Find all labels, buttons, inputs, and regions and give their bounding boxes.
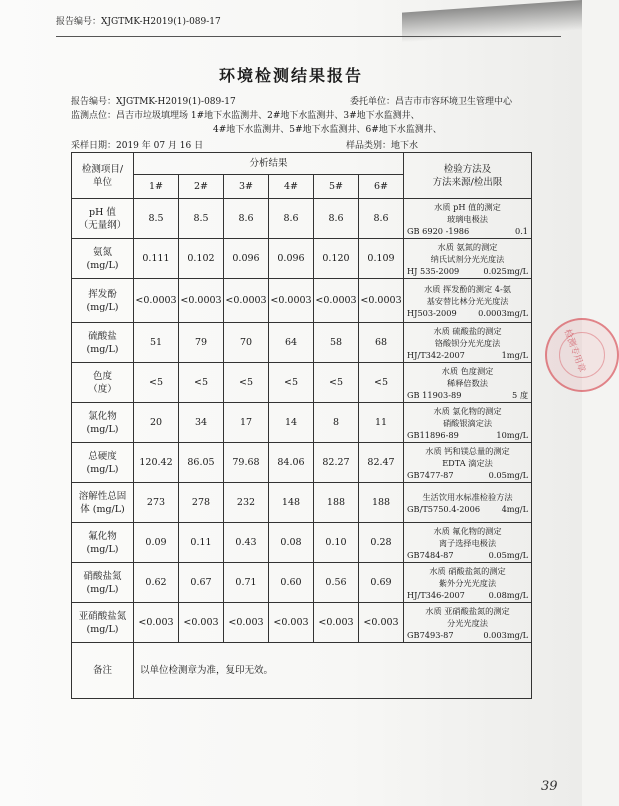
result-value: <5	[269, 363, 314, 403]
result-value: 0.09	[134, 523, 179, 563]
header-method: 检验方法及 方法来源/检出限	[404, 153, 532, 199]
method-cell: 水质 硝酸盐氮的测定 紫外分光光度法 HJ/T346-2007 0.08mg/L	[404, 563, 532, 603]
sample-date: 采样日期：2019 年 07 月 16 日	[71, 141, 204, 151]
method-standard: GB11896-89	[407, 429, 459, 440]
result-value: <0.0003	[134, 279, 179, 323]
method-cell: 水质 亚硝酸盐氮的测定 分光光度法 GB7493-87 0.003mg/L	[404, 603, 532, 643]
result-value: 79.68	[224, 443, 269, 483]
item-name: 色度 （度）	[72, 363, 134, 403]
result-value: 82.27	[314, 443, 359, 483]
well-header: 6#	[359, 175, 404, 199]
well-header: 5#	[314, 175, 359, 199]
result-value: 86.05	[179, 443, 224, 483]
report-title: 环境检测结果报告	[218, 66, 363, 85]
table-row	[72, 483, 532, 523]
result-value: 0.56	[314, 563, 359, 603]
item-name: 挥发酚 (mg/L)	[72, 279, 134, 323]
table-row	[72, 199, 532, 239]
result-value: 0.62	[134, 563, 179, 603]
method-cell: 水质 pH 值的测定 玻璃电极法 GB 6920 -1986 0.1	[404, 199, 532, 239]
detection-limit: 1mg/L	[501, 349, 529, 360]
result-value: 17	[224, 403, 269, 443]
detection-limit: 0.1	[514, 225, 529, 236]
method-standard: GB 6920 -1986	[407, 225, 470, 236]
result-value: <0.0003	[314, 279, 359, 323]
result-value: 0.111	[134, 239, 179, 279]
result-value: 20	[134, 403, 179, 443]
result-value: <0.0003	[179, 279, 224, 323]
result-value: 34	[179, 403, 224, 443]
detection-limit: 0.08mg/L	[488, 589, 529, 600]
method-standard: GB/T5750.4-2006	[407, 503, 481, 514]
result-value: <0.003	[134, 603, 179, 643]
remark-label: 备注	[72, 643, 134, 699]
results-table	[71, 152, 532, 699]
result-value: 0.096	[269, 239, 314, 279]
method-standard: GB7493-87	[407, 629, 454, 640]
result-value: 79	[179, 323, 224, 363]
method-cell: 生活饮用水标准检验方法 GB/T5750.4-2006 4mg/L	[404, 483, 532, 523]
result-value: 0.43	[224, 523, 269, 563]
page-number: 39	[541, 779, 558, 794]
result-value: 0.109	[359, 239, 404, 279]
method-cell: 水质 色度测定 稀释倍数法 GB 11903-89 5 度	[404, 363, 532, 403]
result-value: 0.28	[359, 523, 404, 563]
result-value: 0.10	[314, 523, 359, 563]
method-standard: HJ503-2009	[407, 307, 457, 318]
item-name: 氟化物 (mg/L)	[72, 523, 134, 563]
item-name: 总硬度 (mg/L)	[72, 443, 134, 483]
result-value: 0.71	[224, 563, 269, 603]
result-value: 8.5	[134, 199, 179, 239]
result-value: 0.11	[179, 523, 224, 563]
result-value: <0.0003	[269, 279, 314, 323]
result-value: 0.67	[179, 563, 224, 603]
table-row	[72, 363, 532, 403]
result-value: 8.6	[359, 199, 404, 239]
result-value: 0.69	[359, 563, 404, 603]
detection-limit: 0.0003mg/L	[478, 307, 529, 318]
table-row	[72, 239, 532, 279]
item-name: 硫酸盐 (mg/L)	[72, 323, 134, 363]
item-name: pH 值 （无量纲）	[72, 199, 134, 239]
site-line-1: 监测点位：昌吉市垃圾填埋场 1#地下水监测井、2#地下水监测井、3#地下水监测井、	[71, 111, 420, 121]
detection-limit: 0.05mg/L	[488, 469, 529, 480]
item-name: 氨氮 (mg/L)	[72, 239, 134, 279]
table-row	[72, 603, 532, 643]
result-value: <0.003	[314, 603, 359, 643]
method-standard: GB7477-87	[407, 469, 454, 480]
result-value: 0.120	[314, 239, 359, 279]
well-header: 3#	[224, 175, 269, 199]
detection-limit: 0.05mg/L	[488, 549, 529, 560]
result-value: <5	[134, 363, 179, 403]
result-value: 84.06	[269, 443, 314, 483]
well-header: 4#	[269, 175, 314, 199]
client: 委托单位：昌吉市市容环境卫生管理中心	[350, 97, 513, 107]
item-name: 氯化物 (mg/L)	[72, 403, 134, 443]
method-cell: 水质 氯化物的测定 硝酸银滴定法 GB11896-89 10mg/L	[404, 403, 532, 443]
method-cell: 水质 钙和镁总量的测定 EDTA 滴定法 GB7477-87 0.05mg/L	[404, 443, 532, 483]
method-standard: HJ/T342-2007	[407, 349, 465, 360]
detection-limit: 0.025mg/L	[483, 265, 529, 276]
result-value: <0.003	[359, 603, 404, 643]
site-line-2: 4#地下水监测井、5#地下水监测井、6#地下水监测井、	[213, 125, 442, 135]
table-row	[72, 403, 532, 443]
result-value: <5	[224, 363, 269, 403]
official-seal: 检测专用章	[545, 318, 619, 392]
result-value: 120.42	[134, 443, 179, 483]
header-results: 分析结果	[134, 153, 404, 175]
result-value: <0.0003	[359, 279, 404, 323]
result-value: <0.003	[224, 603, 269, 643]
result-value: 51	[134, 323, 179, 363]
detection-limit: 4mg/L	[501, 503, 529, 514]
method-cell: 水质 氨氮的测定 纳氏试剂分光光度法 HJ 535-2009 0.025mg/L	[404, 239, 532, 279]
sample-type: 样品类别：地下水	[346, 141, 419, 151]
result-value: 0.102	[179, 239, 224, 279]
item-name: 硝酸盐氮 (mg/L)	[72, 563, 134, 603]
method-standard: HJ/T346-2007	[407, 589, 465, 600]
header-item: 检测项目/ 单位	[72, 153, 134, 199]
result-value: 8	[314, 403, 359, 443]
header-rule	[56, 36, 561, 37]
result-value: 14	[269, 403, 314, 443]
result-value: <5	[359, 363, 404, 403]
table-row	[72, 523, 532, 563]
result-value: 82.47	[359, 443, 404, 483]
method-cell: 水质 挥发酚的测定 4-氨 基安替比林分光光度法 HJ503-2009 0.0003mg/L	[404, 279, 532, 323]
detection-limit: 5 度	[512, 389, 529, 400]
remark-row	[72, 643, 532, 699]
result-value: 8.6	[224, 199, 269, 239]
item-name: 亚硝酸盐氮 (mg/L)	[72, 603, 134, 643]
item-name: 溶解性总固 体 (mg/L)	[72, 483, 134, 523]
header-report-number: 报告编号：XJGTMK-H2019(1)-089-17	[56, 17, 221, 27]
table-row	[72, 279, 532, 323]
method-standard: HJ 535-2009	[407, 265, 460, 276]
result-value: <5	[314, 363, 359, 403]
result-value: 232	[224, 483, 269, 523]
method-cell: 水质 硫酸盐的测定 铬酸钡分光光度法 HJ/T342-2007 1mg/L	[404, 323, 532, 363]
result-value: 58	[314, 323, 359, 363]
well-header: 1#	[134, 175, 179, 199]
result-value: 0.60	[269, 563, 314, 603]
result-value: 278	[179, 483, 224, 523]
result-value: <0.0003	[224, 279, 269, 323]
result-value: 0.096	[224, 239, 269, 279]
table-row	[72, 563, 532, 603]
well-header: 2#	[179, 175, 224, 199]
result-value: 8.6	[314, 199, 359, 239]
result-value: 188	[359, 483, 404, 523]
result-value: <0.003	[179, 603, 224, 643]
detection-limit: 10mg/L	[496, 429, 529, 440]
result-value: 64	[269, 323, 314, 363]
result-value: <5	[179, 363, 224, 403]
result-value: 11	[359, 403, 404, 443]
table-row	[72, 323, 532, 363]
detection-limit: 0.003mg/L	[483, 629, 529, 640]
result-value: 188	[314, 483, 359, 523]
result-value: 68	[359, 323, 404, 363]
remark-text: 以单位检测章为准，复印无效。	[134, 643, 532, 699]
result-value: 273	[134, 483, 179, 523]
result-value: 8.5	[179, 199, 224, 239]
report-number: 报告编号：XJGTMK-H2019(1)-089-17	[71, 97, 236, 107]
result-value: 8.6	[269, 199, 314, 239]
table-row	[72, 443, 532, 483]
result-value: 0.08	[269, 523, 314, 563]
method-cell: 水质 氟化物的测定 离子选择电极法 GB7484-87 0.05mg/L	[404, 523, 532, 563]
result-value: 70	[224, 323, 269, 363]
result-value: <0.003	[269, 603, 314, 643]
result-value: 148	[269, 483, 314, 523]
method-standard: GB7484-87	[407, 549, 454, 560]
method-standard: GB 11903-89	[407, 389, 462, 400]
